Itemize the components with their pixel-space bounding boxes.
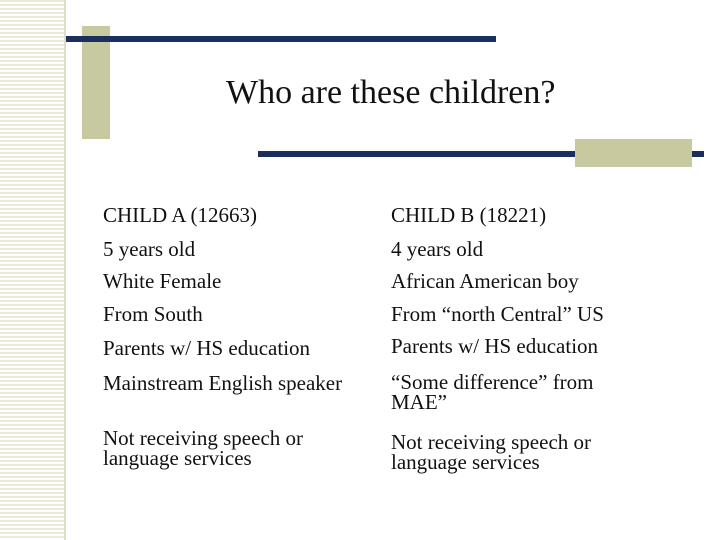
child-a-demographic: White Female (103, 269, 222, 293)
child-b-region: From “north Central” US (391, 302, 604, 326)
child-b-dialect: “Some difference” from MAE” (391, 370, 594, 414)
child-b-demographic: African American boy (391, 269, 579, 293)
child-a-heading: CHILD A (12663) (103, 203, 257, 227)
decorative-navy-line-top (66, 36, 496, 42)
child-b-heading: CHILD B (18221) (391, 203, 547, 227)
child-a-age: 5 years old (103, 237, 196, 261)
child-a-parents: Parents w/ HS education (103, 336, 311, 360)
slide-title: Who are these children? (226, 74, 556, 111)
child-b-parents: Parents w/ HS education (391, 334, 599, 358)
child-a-region: From South (103, 302, 203, 326)
decorative-tan-block-right (575, 139, 692, 167)
child-b-services: Not receiving speech or language services (391, 430, 592, 474)
child-a-services: Not receiving speech or language services (103, 426, 304, 470)
child-a-dialect: Mainstream English speaker (103, 371, 343, 395)
child-b-age: 4 years old (391, 237, 484, 261)
decorative-tan-block-top (82, 26, 110, 139)
decorative-left-stripe (0, 0, 66, 540)
